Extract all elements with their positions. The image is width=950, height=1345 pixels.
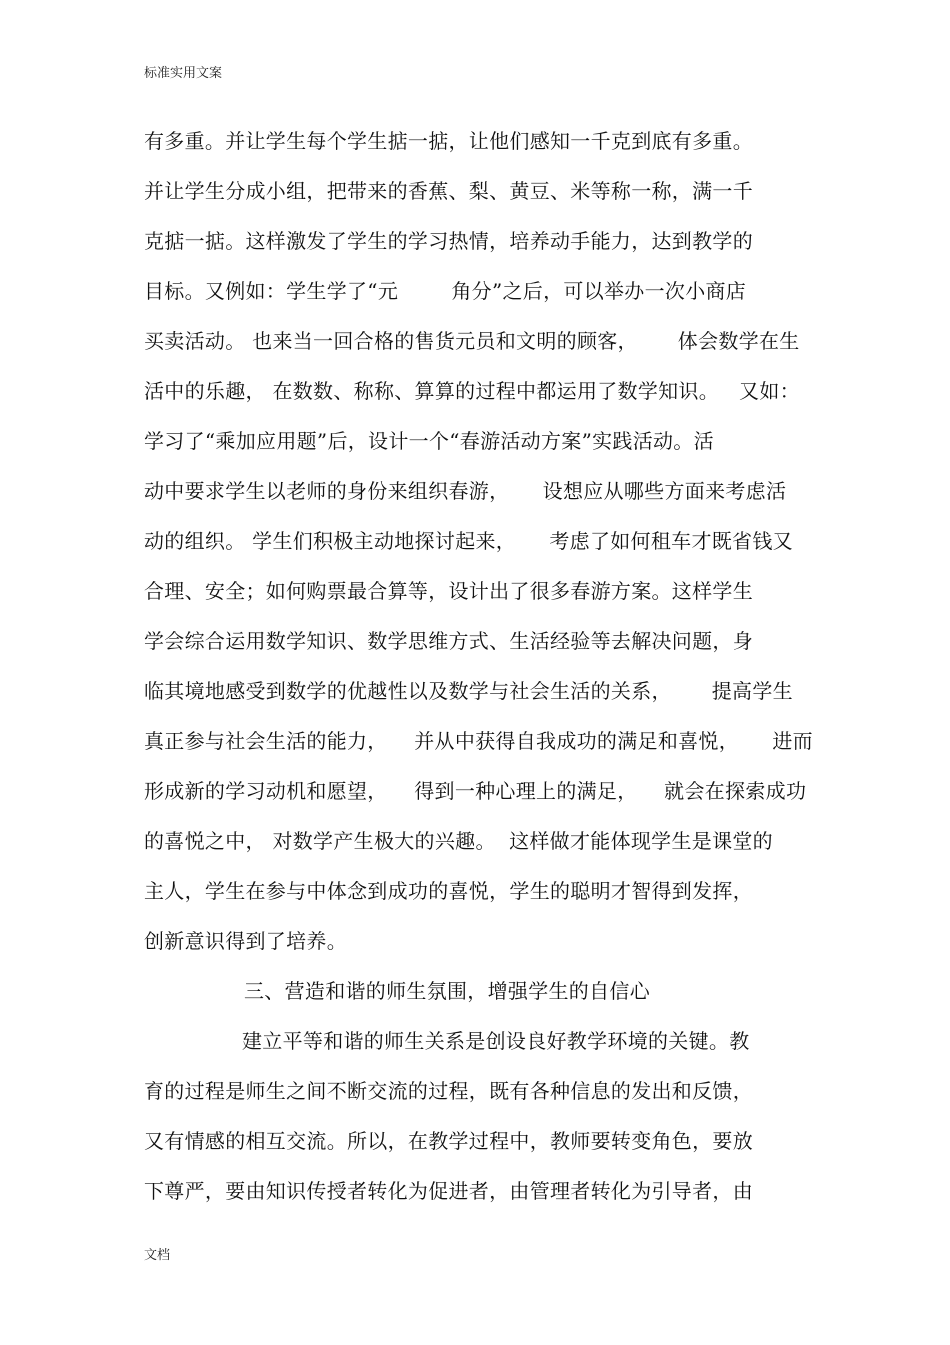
- text-line: 动中要求学生以老师的身份来组织春游， 设想应从哪些方面来考虑活: [144, 479, 787, 503]
- text-line: 创新意识得到了培养。: [144, 929, 347, 953]
- text-line: 动的组织。 学生们积极主动地探讨起来， 考虑了如何租车才既省钱又: [144, 529, 793, 553]
- text-line: 真正参与社会生活的能力， 并从中获得自我成功的满足和喜悦， 进而: [144, 729, 813, 753]
- text-line: 活中的乐趣， 在数数、称称、算算的过程中都运用了数学知识。 又如：: [144, 379, 800, 403]
- text-line: 育的过程是师生之间不断交流的过程，既有各种信息的发出和反馈，: [144, 1079, 753, 1103]
- text-line: 并让学生分成小组，把带来的香蕉、梨、黄豆、米等称一称，满一千: [144, 179, 753, 203]
- text-line: 主人，学生在参与中体念到成功的喜悦，学生的聪明才智得到发挥，: [144, 879, 753, 903]
- page-header: 标准实用文案: [144, 66, 223, 81]
- paragraph-first-line: 建立平等和谐的师生关系是创设良好教学环境的关键。教: [242, 1029, 750, 1053]
- text-line: 目标。又例如：学生学了“元 角分”之后，可以举办一次小商店: [144, 279, 747, 303]
- text-line: 下尊严，要由知识传授者转化为促进者，由管理者转化为引导者，由: [144, 1179, 753, 1203]
- text-line: 学习了“乘加应用题”后，设计一个“春游活动方案”实践活动。活: [144, 429, 714, 453]
- text-line: 克掂一掂。这样激发了学生的学习热情，培养动手能力，达到教学的: [144, 229, 753, 253]
- text-line: 形成新的学习动机和愿望， 得到一种心理上的满足， 就会在探索成功: [144, 779, 807, 803]
- text-line: 临其境地感受到数学的优越性以及数学与社会生活的关系， 提高学生: [144, 679, 793, 703]
- text-line: 的喜悦之中， 对数学产生极大的兴趣。 这样做才能体现学生是课堂的: [144, 829, 773, 853]
- text-line: 买卖活动。 也来当一回合格的售货元员和文明的顾客， 体会数学在生: [144, 329, 800, 353]
- body-text: [144, 123, 824, 1223]
- section-heading: 三、营造和谐的师生氛围，增强学生的自信心: [244, 979, 650, 1003]
- text-line: 合理、安全；如何购票最合算等，设计出了很多春游方案。这样学生: [144, 579, 753, 603]
- page-footer: 文档: [144, 1248, 171, 1263]
- text-line: 学会综合运用数学知识、数学思维方式、生活经验等去解决问题，身: [144, 629, 753, 653]
- text-line: 又有情感的相互交流。所以，在教学过程中，教师要转变角色，要放: [144, 1129, 753, 1153]
- text-line: 有多重。并让学生每个学生掂一掂，让他们感知一千克到底有多重。: [144, 129, 753, 153]
